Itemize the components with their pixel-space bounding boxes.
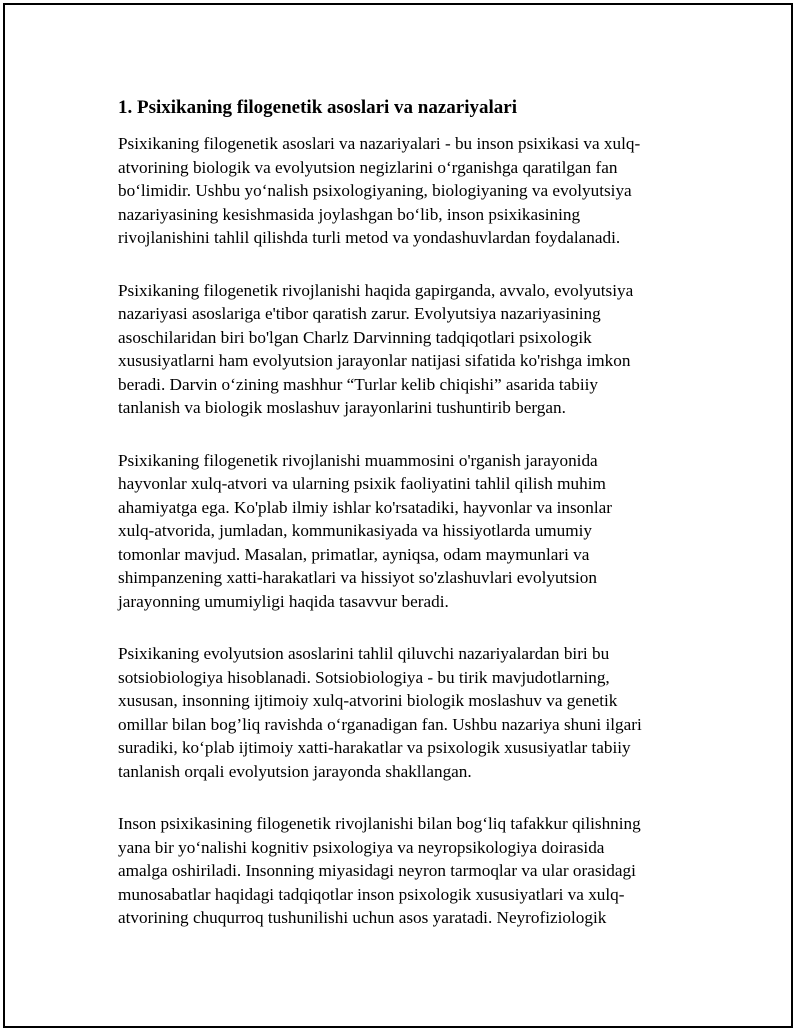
paragraph-4 [118,642,680,783]
text-line: asoschilaridan biri bo'lgan Charlz Darvinning tadqiqotlari psixologik [118,327,592,347]
paragraph-1 [118,132,680,250]
text-line: suradiki, ko‘plab ijtimoiy xatti-harakatlar va psixologik xususiyatlar tabiiy [118,738,631,757]
text-line: tomonlar mavjud. Masalan, primatlar, ayniqsa, odam maymunlari va [118,544,590,564]
text-line: Psixikaning evolyutsion asoslarini tahlil qiluvchi nazariyalardan biri bu [118,644,610,663]
text-line: jarayonning umumiyligi haqida tasavvur beradi. [118,591,449,611]
text-line: shimpanzening xatti-harakatlari va hissiyot so'zlashuvlari evolyutsion [118,568,597,587]
text-line: Psixikaning filogenetik rivojlanishi haqida gapirganda, avvalo, evolyutsiya [118,280,634,300]
text-line: atvorining chuqurroq tushunilishi uchun asos yaratadi. Neyrofiziologik [118,908,607,927]
text-line: Psixikaning filogenetik asoslari va nazariyalari - bu inson psixikasi va xulq- [118,134,641,153]
text-line: nazariyasi asoslariga e'tibor qaratish zarur. Evolyutsiya nazariyasining [118,304,601,323]
text-line: xususan, insonning ijtimoiy xulq-atvorini biologik moslashuv va genetik [118,691,618,710]
text-line: beradi. Darvin o‘zining mashhur “Turlar kelib chiqishi” asarida tabiiy [118,374,599,394]
text-line: omillar bilan bog’liq ravishda o‘rganadigan fan. Ushbu nazariya shuni ilgari [118,714,642,734]
text-line: ahamiyatga ega. Ko'plab ilmiy ishlar ko'rsatadiki, hayvonlar va insonlar [118,497,612,517]
text-line: rivojlanishini tahlil qilishda turli metod va yondashuvlardan foydalanadi. [118,228,621,247]
text-line: bo‘limidir. Ushbu yo‘nalish psixologiyaning, biologiyaning va evolyutsiya [118,181,632,200]
text-line: Psixikaning filogenetik rivojlanishi muammosini o'rganish jarayonida [118,450,598,470]
text-line: atvorining biologik va evolyutsion negizlarini o‘rganishga qaratilgan fan [118,157,618,177]
text-line: tanlanish orqali evolyutsion jarayonda shakllangan. [118,761,472,781]
text-line: amalga oshiriladi. Insonning miyasidagi neyron tarmoqlar va ular orasidagi [118,861,636,880]
text-line: nazariyasining kesishmasida joylashgan bo‘lib, inson psixikasining [118,204,581,224]
section-title: 1. Psixikaning filogenetik asoslari va nazariyalari [118,97,518,118]
text-line: Inson psixikasining filogenetik rivojlanishi bilan bog‘liq tafakkur qilishning [118,814,641,833]
text-line: sotsiobiologiya hisoblanadi. Sotsiobiologiya - bu tirik mavjudotlarning, [118,667,610,687]
text-line: tanlanish va biologik moslashuv jarayonlarini tushuntirib bergan. [118,398,566,417]
text-line: hayvonlar xulq-atvori va ularning psixik faoliyatini tahlil qilish muhim [118,474,606,493]
document-body [118,96,680,959]
text-line: xulq-atvorida, jumladan, kommunikasiyada va hissiyotlarda umumiy [118,521,592,540]
text-line: munosabatlar haqidagi tadqiqotlar inson psixologik xususiyatlari va xulq- [118,884,625,904]
text-line: yana bir yo‘nalishi kognitiv psixologiya va neyropsikologiya doirasida [118,837,605,857]
paragraph-5 [118,812,680,930]
text-line: xususiyatlarni ham evolyutsion jarayonlar natijasi sifatida ko'rishga imkon [118,351,631,370]
paragraph-2 [118,279,680,420]
paragraph-3 [118,449,680,614]
